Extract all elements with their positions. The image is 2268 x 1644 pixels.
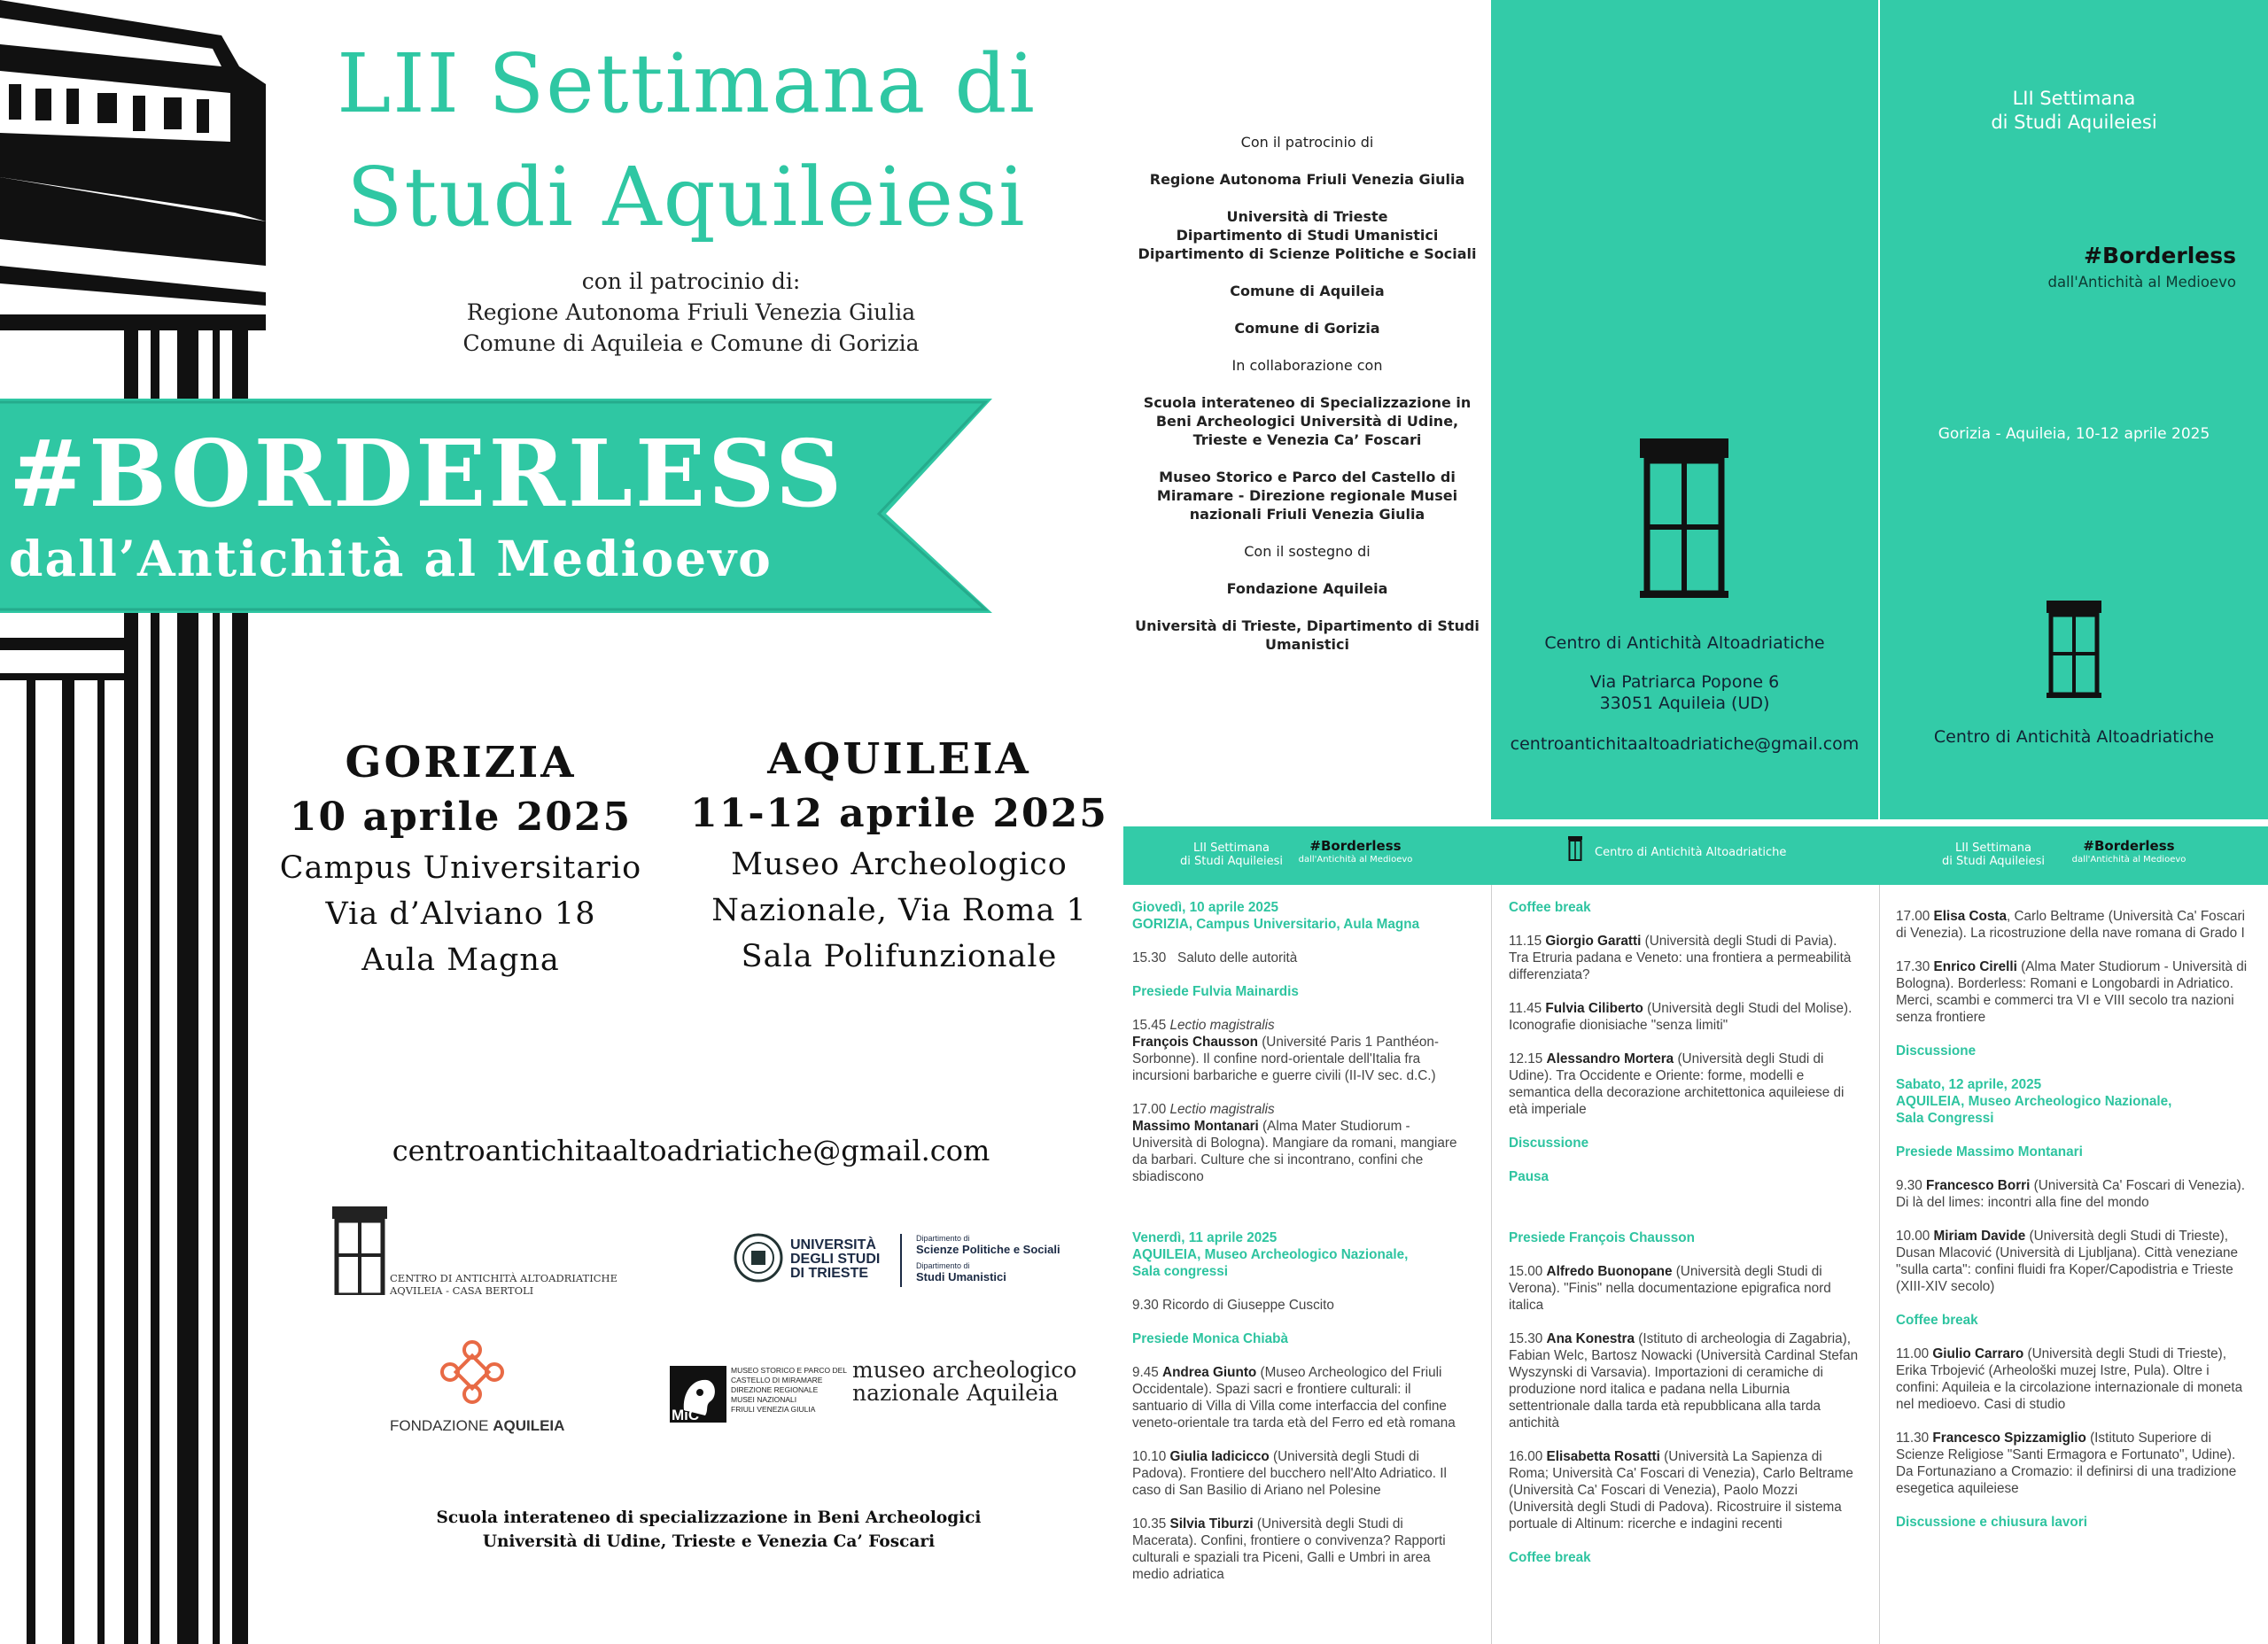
cover-title-line: LII Settimana — [2012, 88, 2136, 109]
inside-line: Museo Storico e Parco del Castello di — [1159, 469, 1456, 485]
inside-paragraph — [1123, 133, 1491, 151]
fondazione-word: FONDAZIONE — [390, 1417, 489, 1434]
talk-time: 11.30 — [1896, 1431, 1930, 1446]
inside-line: Fondazione Aquileia — [1226, 580, 1388, 597]
program-talk — [1896, 1177, 2255, 1211]
dept-label: Dipartimento di — [916, 1261, 970, 1270]
talk-time: 16.00 — [1509, 1449, 1543, 1464]
city-name: GORIZIA — [345, 738, 577, 787]
speaker-name: Giulio Carraro — [1932, 1346, 2024, 1361]
fondazione-logo-text — [390, 1417, 564, 1435]
city-name: AQUILEIA — [767, 734, 1031, 784]
patronage-line: Regione Autonoma Friuli Venezia Giulia — [466, 299, 916, 325]
banner-title: #BORDERLESS — [9, 419, 845, 528]
miramare-text — [731, 1366, 847, 1415]
program-heading: Sabato, 12 aprile, 2025 AQUILEIA, Museo Archeologico Nazionale, Sala Congressi — [1896, 1077, 2172, 1126]
back-address-line: Via Patriarca Popone 6 — [1589, 672, 1780, 692]
gorizia-block — [266, 735, 656, 983]
speaker-name: Francesco Spizzamiglio — [1932, 1431, 2086, 1446]
inside-line: Università di Trieste — [1226, 208, 1388, 225]
centro-logo-line: AQVILEIA - CASA BERTOLI — [390, 1284, 534, 1297]
university-name-line: UNIVERSITÀ — [790, 1237, 876, 1252]
poster-email[interactable]: centroantichitaaltoadriatiche@gmail.com — [392, 1134, 990, 1167]
patronage-block — [381, 266, 1001, 359]
program-heading: Giovedì, 10 aprile 2025 GORIZIA, Campus Universitario, Aula Magna — [1132, 900, 1420, 932]
talk-time: 15.45 — [1132, 1018, 1167, 1033]
inside-line: Scuola interateneo di Specializzazione in — [1143, 394, 1472, 411]
program-heading: Discussione — [1896, 1043, 1977, 1059]
speaker-name: Silvia Tiburzi — [1169, 1516, 1254, 1532]
inside-paragraph — [1123, 542, 1491, 561]
inside-line: Dipartimento di Scienze Politiche e Sociali — [1138, 245, 1477, 262]
inside-line: Con il sostegno di — [1244, 543, 1371, 560]
museo-line: nazionale Aquileia — [852, 1380, 1059, 1406]
inside-line: Comune di Gorizia — [1234, 320, 1380, 337]
speaker-name: Giulia Iadicicco — [1169, 1449, 1270, 1464]
inside-paragraph — [1123, 356, 1491, 375]
poster-footer — [354, 1506, 1063, 1554]
talk-time: 11.15 — [1509, 934, 1542, 949]
university-seal-icon — [734, 1233, 783, 1283]
poster-title — [292, 36, 1081, 244]
centro-logo-text — [390, 1272, 617, 1297]
program-heading: Presiede Fulvia Mainardis — [1132, 984, 1299, 999]
inside-line: Beni Archeologici Università di Udine, — [1155, 413, 1459, 430]
centro-window-icon — [1640, 438, 1728, 598]
program-talk — [1896, 1228, 2255, 1295]
talk-time: 11.00 — [1896, 1346, 1930, 1361]
footer-line: Università di Udine, Trieste e Venezia Ca’ Foscari — [482, 1532, 936, 1551]
program-talk — [1509, 1330, 1859, 1431]
talk-details: (Università La Sapienza di Roma; Università Ca' Foscari di Venezia), Carlo Beltrame (Università Ca' Foscari di Venezia), Paolo Mozzi (Università degli Studi di Padova). Ricostruire il sistema portuale di Altinum: ricerche e indagini recenti — [1509, 1449, 1853, 1532]
inside-paragraph — [1123, 170, 1491, 189]
cover-window-icon — [2047, 601, 2101, 698]
program-heading: Presiede Massimo Montanari — [1896, 1144, 2083, 1159]
talk-details: (Università Ca' Foscari di Venezia). Di là del limes: incontri alla fine del mondo — [1896, 1178, 2246, 1210]
talk-details: (Università degli Studi del Molise). Iconografie dionisiache "senza limiti" — [1509, 1001, 1852, 1033]
venue-line: Aula Magna — [361, 942, 560, 978]
cover-title — [1880, 87, 2268, 135]
patronage-line: Comune di Aquileia e Comune di Gorizia — [462, 330, 920, 356]
talk-time: 17.00 — [1132, 1102, 1167, 1117]
speaker-name: Fulvia Ciliberto — [1545, 1001, 1643, 1016]
speaker-name: Ana Konestra — [1546, 1331, 1635, 1346]
program-column-1 — [1132, 899, 1462, 1600]
program-header-hashtag — [1285, 840, 1426, 866]
talk-time: 15.30 — [1509, 1331, 1543, 1346]
poster-title-line1: LII Settimana di — [337, 36, 1037, 131]
centro-window-logo-icon — [332, 1206, 387, 1295]
fondazione-aquileia-logo-icon — [439, 1339, 505, 1405]
program-talk — [1132, 1516, 1462, 1583]
university-name-line: DI TRIESTE — [790, 1266, 869, 1281]
city-date: 11-12 aprile 2025 — [690, 791, 1108, 836]
program-talk — [1896, 1345, 2255, 1413]
inside-line: nazionali Friuli Venezia Giulia — [1189, 506, 1425, 523]
speaker-name: Miriam Davide — [1933, 1229, 2026, 1244]
program-talk — [1509, 933, 1859, 983]
inside-line: In collaborazione con — [1231, 357, 1383, 374]
header-hashtag: #Borderless — [2083, 838, 2175, 854]
dept-name: Scienze Politiche e Sociali — [916, 1243, 1060, 1256]
museo-line: museo archeologico — [852, 1357, 1077, 1383]
program-heading: Presiede Monica Chiabà — [1132, 1331, 1288, 1346]
talk-details: (Alma Mater Studiorum - Università di Bologna). Mangiare da romani, mangiare da barbari. Culture che si incontrano, confini che sbiadiscono — [1132, 1119, 1457, 1184]
inside-line: Umanistici — [1265, 636, 1349, 653]
program-heading: Coffee break — [1896, 1313, 1978, 1328]
header-title-line: di Studi Aquileiesi — [1180, 855, 1283, 868]
cover-hashtag: #Borderless — [2084, 243, 2236, 268]
inside-line: Comune di Aquileia — [1230, 283, 1385, 299]
program-talk — [1509, 1263, 1859, 1314]
inside-line: Università di Trieste, Dipartimento di Studi — [1135, 617, 1480, 634]
talk-time: 15.00 — [1509, 1264, 1543, 1279]
venue-line: Sala Polifunzionale — [741, 939, 1058, 974]
city-date: 10 aprile 2025 — [289, 795, 633, 840]
inside-line: Trieste e Venezia Ca’ Foscari — [1192, 431, 1422, 448]
banner-subtitle: dall’Antichità al Medioevo — [9, 530, 773, 587]
cover-place-date: Gorizia - Aquileia, 10-12 aprile 2025 — [1938, 425, 2210, 443]
program-talk — [1509, 1051, 1859, 1118]
patronage-line: con il patrocinio di: — [581, 268, 801, 294]
talk-time: 9.30 — [1896, 1178, 1922, 1193]
talk-details: (Università degli Studi di Padova). Frontiere del bucchero nell'Alto Adriatico. Il caso di San Basilio di Ariano nel Polesine — [1132, 1449, 1447, 1498]
talk-time: 10.35 — [1132, 1516, 1167, 1532]
talk-details: (Università degli Studi di Macerata). Confini, frontiere o convivenza? Rapporti culturali e spaziali tra Piceni, Galli e Umbri in area medio adriatica — [1132, 1516, 1446, 1582]
talk-details: (Alma Mater Studiorum - Università di Bologna). Borderless: Romani e Longobardi in Adriatico. Merci, scambi e commerci tra VI e VIII secolo tra nazioni senza frontiere — [1896, 959, 2248, 1025]
program-talk — [1896, 1430, 2255, 1497]
header-title-line: LII Settimana — [1955, 841, 2031, 855]
talk-time: 11.45 — [1509, 1001, 1542, 1016]
poster-title-line2: Studi Aquileiesi — [346, 150, 1027, 244]
miramare-line: FRIULI VENEZIA GIULIA — [731, 1405, 816, 1414]
divider — [900, 1234, 902, 1287]
program-heading: Discussione — [1509, 1136, 1589, 1151]
university-name-line: DEGLI STUDI — [790, 1252, 881, 1267]
program-heading: Venerdì, 11 aprile 2025 AQUILEIA, Museo Archeologico Nazionale, Sala congressi — [1132, 1230, 1409, 1279]
poster — [0, 0, 1123, 1644]
cover-hashtag-block — [1880, 243, 2236, 291]
venue-line: Museo Archeologico — [731, 847, 1068, 882]
program-talk — [1896, 958, 2255, 1026]
speaker-name: Alessandro Mortera — [1546, 1051, 1674, 1066]
program-spacer — [1509, 1202, 1859, 1213]
program-talk — [1132, 1101, 1462, 1185]
talk-time: 17.00 — [1896, 909, 1930, 924]
talk-details: (Museo Archeologico del Friuli Occidentale). Spazi sacri e frontiere culturali: il santuario di Villa di Villa come interfaccia del confine veneto-orientale tra tarda età del Ferro ed età romana — [1132, 1365, 1456, 1431]
program-heading: Coffee break — [1509, 1550, 1591, 1565]
talk-details: (Università degli Studi di Verona). "Finis" nella documentazione epigrafica nord italica — [1509, 1264, 1831, 1313]
program-heading: Pausa — [1509, 1169, 1550, 1184]
back-centro-name: Centro di Antichità Altoadriatiche — [1544, 633, 1825, 653]
program-heading: Coffee break — [1509, 900, 1591, 915]
miramare-line: MUSEO STORICO E PARCO DEL — [731, 1366, 847, 1375]
brochure-inside-panel — [1123, 133, 1491, 672]
header-centro: Centro di Antichità Altoadriatiche — [1595, 846, 1787, 859]
talk-details: (Università degli Studi di Pavia). Tra Etruria padana e Veneto: una frontiera a permeabilità differenziata? — [1509, 934, 1852, 982]
program-header-title-right — [1940, 841, 2047, 868]
speaker-name: Elisa Costa — [1933, 909, 2007, 924]
program-talk — [1132, 1448, 1462, 1499]
back-address-line: 33051 Aquileia (UD) — [1599, 694, 1770, 713]
back-email[interactable]: centroantichitaaltoadriatiche@gmail.com — [1510, 734, 1860, 754]
museo-logo-text — [852, 1359, 1076, 1405]
header-window-icon — [1568, 836, 1582, 861]
program-item: 15.30 Saluto delle autorità — [1132, 950, 1298, 965]
inside-line: Miramare - Direzione regionale Musei — [1156, 487, 1458, 504]
header-subtitle: dall'Antichità al Medioevo — [1298, 855, 1413, 865]
program-talk — [1132, 1364, 1462, 1431]
cover-subtitle: dall'Antichità al Medioevo — [2047, 274, 2236, 291]
building-facade-illustration — [0, 0, 266, 1644]
footer-line: Scuola interateneo di specializzazione in Beni Archeologici — [436, 1508, 982, 1527]
university-departments — [916, 1234, 1060, 1283]
program-header-title — [1178, 841, 1285, 868]
program-spacer — [1132, 1202, 1462, 1213]
program-talk — [1509, 1000, 1859, 1034]
inside-paragraph — [1123, 282, 1491, 300]
talk-type: Lectio magistralis — [1169, 1018, 1275, 1033]
talk-time: 10.00 — [1896, 1229, 1930, 1244]
miramare-line: DIREZIONE REGIONALE — [731, 1385, 819, 1394]
centro-logo-line: CENTRO DI ANTICHITÀ ALTOADRIATICHE — [390, 1272, 617, 1284]
inside-paragraph — [1123, 393, 1491, 449]
talk-time: 17.30 — [1896, 959, 1930, 974]
program-talk — [1132, 1017, 1462, 1084]
program-talk — [1509, 1448, 1859, 1532]
talk-details: , Carlo Beltrame (Università Ca' Foscari di Venezia). La ricostruzione della nave romana di Grado I — [1896, 909, 2245, 941]
talk-details: (Istituto di archeologia di Zagabria), Fabian Welc, Bartosz Nowacki (Università Cardinal Stefan Wyszynski di Varsavia). Importazioni di ceramiche di produzione nord italica e padana nella Liburnia settentrionale dalla tarda età repubblicana alla tarda antichità — [1509, 1331, 1859, 1431]
dept-name: Studi Umanistici — [916, 1270, 1006, 1283]
talk-details: (Istituto Superiore di Scienze Religiose "Santi Ermagora e Fortunato", Udine). Da Fortunaziano a Cromazio: il definirsi di una tradizione esegetica aquileiese — [1896, 1431, 2237, 1496]
speaker-name: Giorgio Garatti — [1545, 934, 1642, 949]
talk-details: (Université Paris 1 Panthéon-Sorbonne). Il confine nord-orientale dell'Italia fra incursioni barbariche e guerre civili (II-IV sec. d.C.) — [1132, 1035, 1440, 1083]
program-item: 9.30 Ricordo di Giuseppe Cuscito — [1132, 1298, 1334, 1313]
miramare-line: MUSEI NAZIONALI — [731, 1395, 797, 1404]
dept-label: Dipartimento di — [916, 1234, 970, 1243]
inside-paragraph — [1123, 319, 1491, 337]
inside-line: Regione Autonoma Friuli Venezia Giulia — [1149, 171, 1465, 188]
program-heading: Discussione e chiusura lavori — [1896, 1515, 2087, 1530]
inside-line: Con il patrocinio di — [1240, 134, 1374, 151]
back-panel-contact — [1491, 632, 1878, 755]
header-title-line: LII Settimana — [1193, 841, 1270, 855]
talk-time: 12.15 — [1509, 1051, 1543, 1066]
talk-time: 10.10 — [1132, 1449, 1167, 1464]
program-header-hashtag-right — [2054, 840, 2204, 866]
talk-type: Lectio magistralis — [1169, 1102, 1275, 1117]
fondazione-word-bold: AQUILEIA — [493, 1417, 565, 1434]
speaker-name: Massimo Montanari — [1132, 1119, 1259, 1134]
program-talk — [1896, 908, 2255, 942]
program-column-3 — [1896, 908, 2255, 1547]
speaker-name: Alfredo Buonopane — [1546, 1264, 1673, 1279]
venue-line: Nazionale, Via Roma 1 — [711, 893, 1087, 928]
talk-details: (Università degli Studi di Udine). Tra Occidente e Oriente: forme, modelli e semantica della decorazione architettonica aquileiese di età imperiale — [1509, 1051, 1845, 1117]
header-title-line: di Studi Aquileiesi — [1942, 855, 2045, 868]
miramare-line: CASTELLO DI MIRAMARE — [731, 1376, 823, 1384]
inside-paragraph — [1123, 579, 1491, 598]
inside-paragraph — [1123, 468, 1491, 523]
inside-line: Dipartimento di Studi Umanistici — [1176, 227, 1439, 244]
university-name — [790, 1238, 880, 1281]
program-column-divider — [1491, 885, 1492, 1644]
speaker-name: Elisabetta Rosatti — [1546, 1449, 1660, 1464]
talk-details: (Università degli Studi di Trieste), Erika Trbojević (Arheološki muzej Istre, Pula). Oltre i confini: Aquileia e la circolazione internazionale di moneta nel medioevo. Casi di studio — [1896, 1346, 2243, 1412]
speaker-name: Francesco Borri — [1926, 1178, 2031, 1193]
program-column-divider — [1879, 885, 1880, 1644]
program-heading: Presiede François Chausson — [1509, 1230, 1695, 1245]
talk-time: 9.45 — [1132, 1365, 1159, 1380]
speaker-name: Andrea Giunto — [1162, 1365, 1257, 1380]
aquileia-block — [682, 732, 1116, 980]
cover-title-line: di Studi Aquileiesi — [1991, 112, 2157, 133]
talk-details: (Università degli Studi di Trieste), Dusan Mlacović (Università di Ljubljana). Città veneziane "sulla carta": confini fluidi fra Koper/Capodistria e Trieste (XIII-XIV secolo) — [1896, 1229, 2238, 1294]
header-subtitle: dall'Antichità al Medioevo — [2071, 855, 2186, 865]
program-column-2 — [1509, 899, 1859, 1583]
speaker-name: François Chausson — [1132, 1035, 1258, 1050]
venue-line: Campus Universitario — [279, 850, 642, 886]
mic-label: MiC — [672, 1407, 700, 1423]
inside-paragraph — [1123, 207, 1491, 263]
cover-centro: Centro di Antichità Altoadriatiche — [1933, 727, 2215, 747]
venue-line: Via d’Alviano 18 — [325, 896, 596, 932]
speaker-name: Enrico Cirelli — [1933, 959, 2017, 974]
header-hashtag: #Borderless — [1309, 838, 1402, 854]
inside-paragraph — [1123, 616, 1491, 654]
